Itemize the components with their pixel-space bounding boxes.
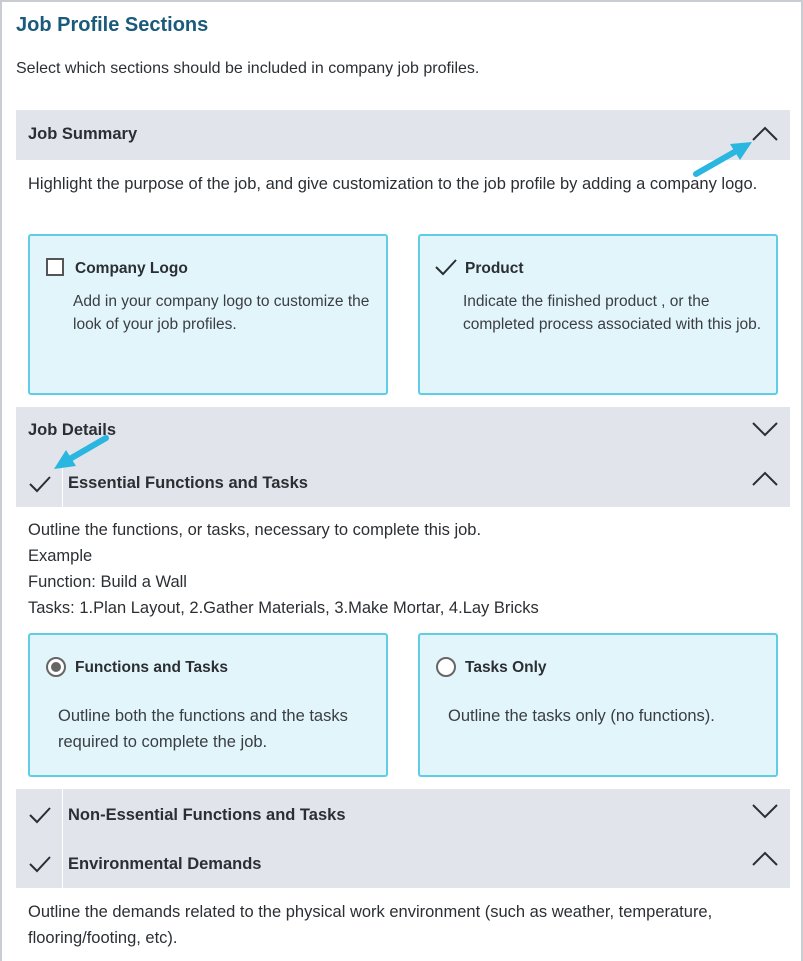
- tasks-only-radio[interactable]: [436, 657, 456, 677]
- product-description: Indicate the finished product , or the completed process associated with this job.: [463, 293, 762, 333]
- chevron-up-icon[interactable]: [750, 469, 780, 489]
- company-logo-description: Add in your company logo to customize the look of your job profiles.: [73, 293, 370, 333]
- row-divider: [62, 789, 63, 888]
- tasks-only-card[interactable]: [418, 633, 778, 777]
- checkmark-icon[interactable]: [434, 258, 458, 276]
- environmental-demands-label[interactable]: Environmental Demands: [68, 855, 262, 873]
- essential-functions-label: Essential Functions and Tasks: [68, 474, 308, 492]
- functions-and-tasks-radio[interactable]: [46, 657, 66, 677]
- product-card[interactable]: [418, 234, 778, 395]
- company-logo-title: Company Logo: [75, 260, 188, 277]
- environmental-description: Outline the demands related to the physical work environment (such as weather, temperature, flooring/footing, etc).: [28, 903, 713, 947]
- functions-and-tasks-description: Outline both the functions and the tasks required to complete the job.: [58, 707, 348, 751]
- sub-sections-header: [16, 789, 790, 888]
- job-summary-description: Highlight the purpose of the job, and give customization to the job profile by adding a company logo.: [28, 175, 758, 193]
- tasks-only-title: Tasks Only: [465, 659, 547, 676]
- chevron-up-icon[interactable]: [750, 849, 780, 869]
- essential-line-3: Function: Build a Wall: [28, 573, 187, 591]
- job-details-header[interactable]: [16, 407, 790, 507]
- functions-and-tasks-card[interactable]: [28, 633, 388, 777]
- checkmark-icon[interactable]: [28, 475, 52, 493]
- chevron-down-icon[interactable]: [750, 419, 780, 439]
- company-logo-checkbox[interactable]: [46, 258, 64, 276]
- product-title: Product: [465, 260, 524, 277]
- essential-line-4: Tasks: 1.Plan Layout, 2.Gather Materials, 3.Make Mortar, 4.Lay Bricks: [28, 599, 539, 617]
- page-title: Job Profile Sections: [16, 14, 209, 36]
- essential-line-2: Example: [28, 547, 93, 565]
- checkmark-icon[interactable]: [28, 806, 52, 824]
- job-summary-label: Job Summary: [28, 125, 138, 143]
- functions-and-tasks-title: Functions and Tasks: [75, 659, 229, 676]
- essential-line-1: Outline the functions, or tasks, necessary to complete this job.: [28, 521, 482, 539]
- job-details-label: Job Details: [28, 421, 117, 439]
- callout-arrow-icon: [688, 138, 758, 180]
- company-logo-card[interactable]: [28, 234, 388, 395]
- non-essential-label[interactable]: Non-Essential Functions and Tasks: [68, 806, 346, 824]
- tasks-only-description: Outline the tasks only (no functions).: [448, 707, 715, 725]
- job-summary-header[interactable]: [16, 110, 790, 160]
- callout-arrow-icon: [50, 432, 114, 474]
- checkmark-icon[interactable]: [28, 855, 52, 873]
- chevron-down-icon[interactable]: [750, 801, 780, 821]
- page-subtitle: Select which sections should be included in company job profiles.: [16, 60, 480, 77]
